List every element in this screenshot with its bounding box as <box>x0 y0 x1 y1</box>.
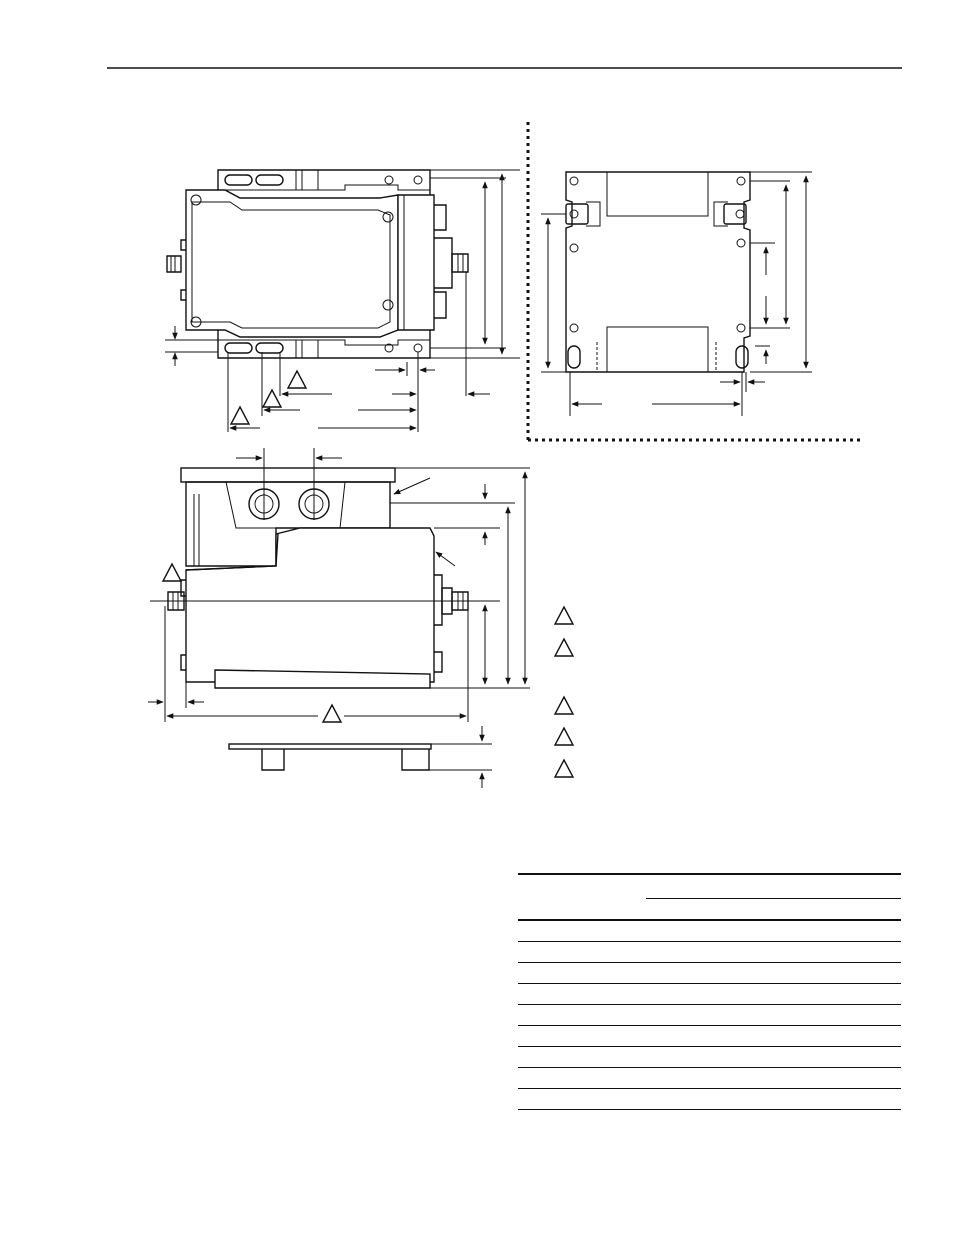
top-view <box>165 170 520 432</box>
side-plate-view <box>229 726 492 788</box>
table-row <box>518 920 901 942</box>
table-row <box>518 1047 901 1068</box>
table-row <box>518 942 901 963</box>
table-row <box>518 1005 901 1026</box>
header-cell <box>518 878 646 899</box>
table-subheader-row <box>518 899 901 921</box>
dotted-separator <box>528 122 860 440</box>
table-row <box>518 1068 901 1089</box>
table-header-row <box>518 878 901 899</box>
plate-view <box>541 172 812 416</box>
header-cell <box>518 899 646 921</box>
table-row <box>518 1026 901 1047</box>
table-row <box>518 984 901 1005</box>
header-cell <box>646 878 901 899</box>
header-cell <box>772 899 901 921</box>
table-row <box>518 963 901 984</box>
table-row <box>518 1089 901 1110</box>
header-cell <box>646 899 772 921</box>
dimensions-table <box>518 873 901 1110</box>
notes-symbols <box>555 607 573 777</box>
front-view <box>148 448 530 722</box>
